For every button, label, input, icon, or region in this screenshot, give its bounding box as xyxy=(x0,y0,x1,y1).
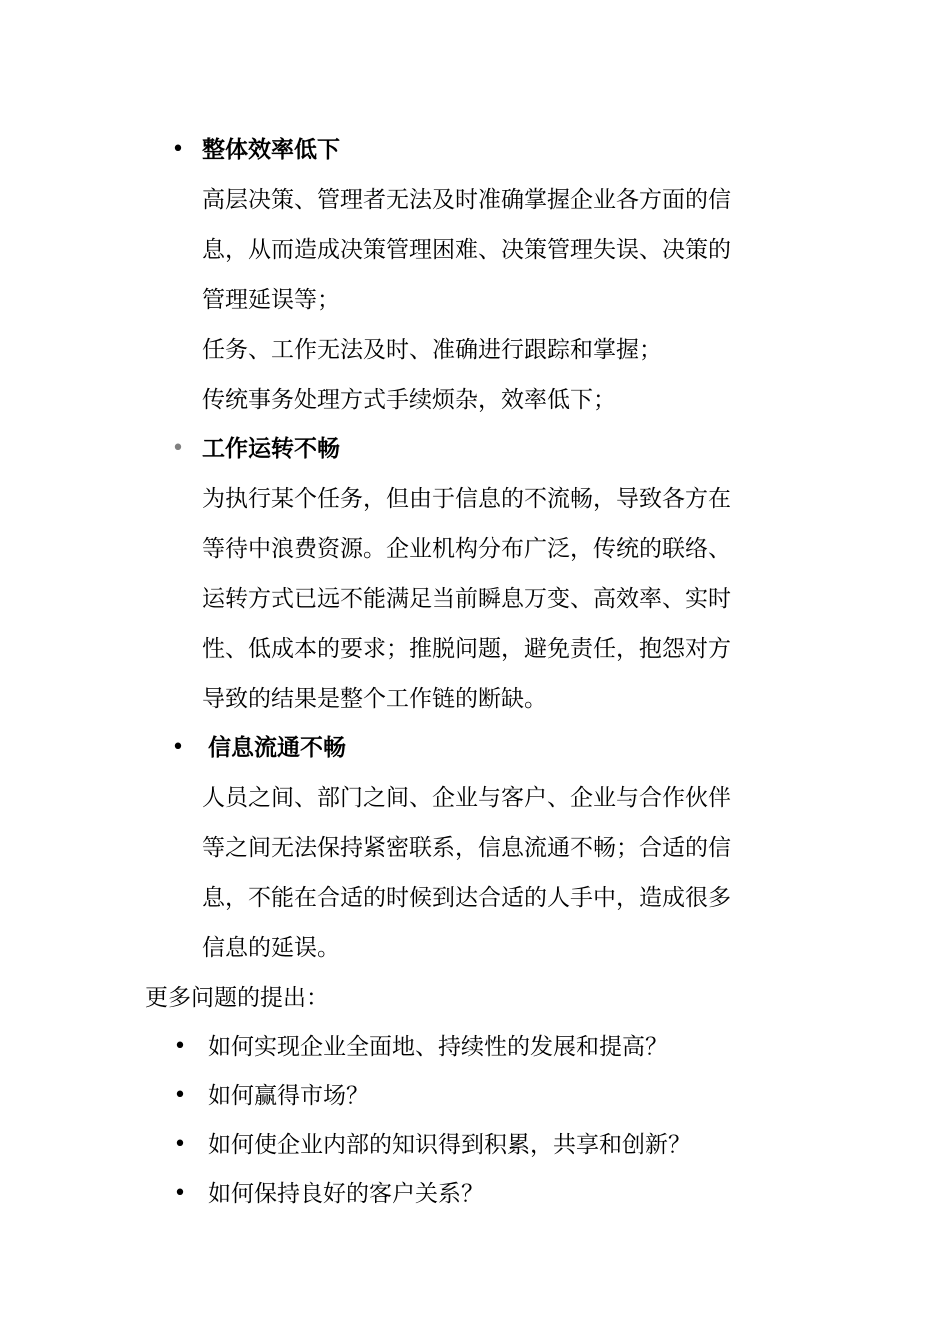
question-item: 如何赢得市场？ xyxy=(208,1083,369,1109)
question-item: 如何实现企业全面地、持续性的发展和提高？ xyxy=(208,1034,668,1060)
paragraph-line: 等待中浪费资源。企业机构分布广泛，传统的联络、 xyxy=(202,536,731,562)
question-item: 如何使企业内部的知识得到积累，共享和创新？ xyxy=(208,1132,691,1158)
paragraph-line: 运转方式已远不能满足当前瞬息万变、高效率、实时 xyxy=(202,586,731,612)
paragraph-line: 为执行某个任务，但由于信息的不流畅，导致各方在 xyxy=(202,486,731,512)
paragraph-line: 息，不能在合适的时候到达合适的人手中，造成很多 xyxy=(202,885,731,911)
bullet-icon: • xyxy=(171,436,185,461)
section-paragraph xyxy=(202,175,731,425)
paragraph-line: 等之间无法保持紧密联系，信息流通不畅；合适的信 xyxy=(202,835,731,861)
bullet-icon: • xyxy=(173,1034,187,1059)
more-questions-intro xyxy=(145,973,329,1023)
paragraph-line: 任务、工作无法及时、准确进行跟踪和掌握； xyxy=(202,337,662,363)
paragraph-line: 人员之间、部门之间、企业与客户、企业与合作伙伴 xyxy=(202,785,731,811)
section-paragraph xyxy=(202,474,731,724)
bullet-icon: • xyxy=(173,1181,187,1206)
bullet-icon: • xyxy=(173,1083,187,1108)
bullet-icon: • xyxy=(173,1132,187,1157)
paragraph-line: 传统事务处理方式手续烦杂，效率低下； xyxy=(202,387,616,413)
paragraph-line: 息，从而造成决策管理困难、决策管理失误、决策的 xyxy=(202,237,731,263)
bullet-icon: • xyxy=(171,137,185,162)
section-heading: 整体效率低下 xyxy=(202,137,340,163)
paragraph-line: 更多问题的提出： xyxy=(145,985,329,1011)
paragraph-line: 高层决策、管理者无法及时准确掌握企业各方面的信 xyxy=(202,187,731,213)
question-item: 如何保持良好的客户关系？ xyxy=(208,1181,484,1207)
paragraph-line: 性、低成本的要求；推脱问题，避免责任，抱怨对方 xyxy=(202,636,731,662)
paragraph-line: 信息的延误。 xyxy=(202,935,340,961)
paragraph-line: 管理延误等； xyxy=(202,287,340,313)
section-paragraph xyxy=(202,773,731,973)
bullet-icon: • xyxy=(171,735,185,760)
section-heading: 工作运转不畅 xyxy=(202,436,340,462)
paragraph-line: 导致的结果是整个工作链的断缺。 xyxy=(202,686,547,712)
section-heading: 信息流通不畅 xyxy=(208,735,346,761)
